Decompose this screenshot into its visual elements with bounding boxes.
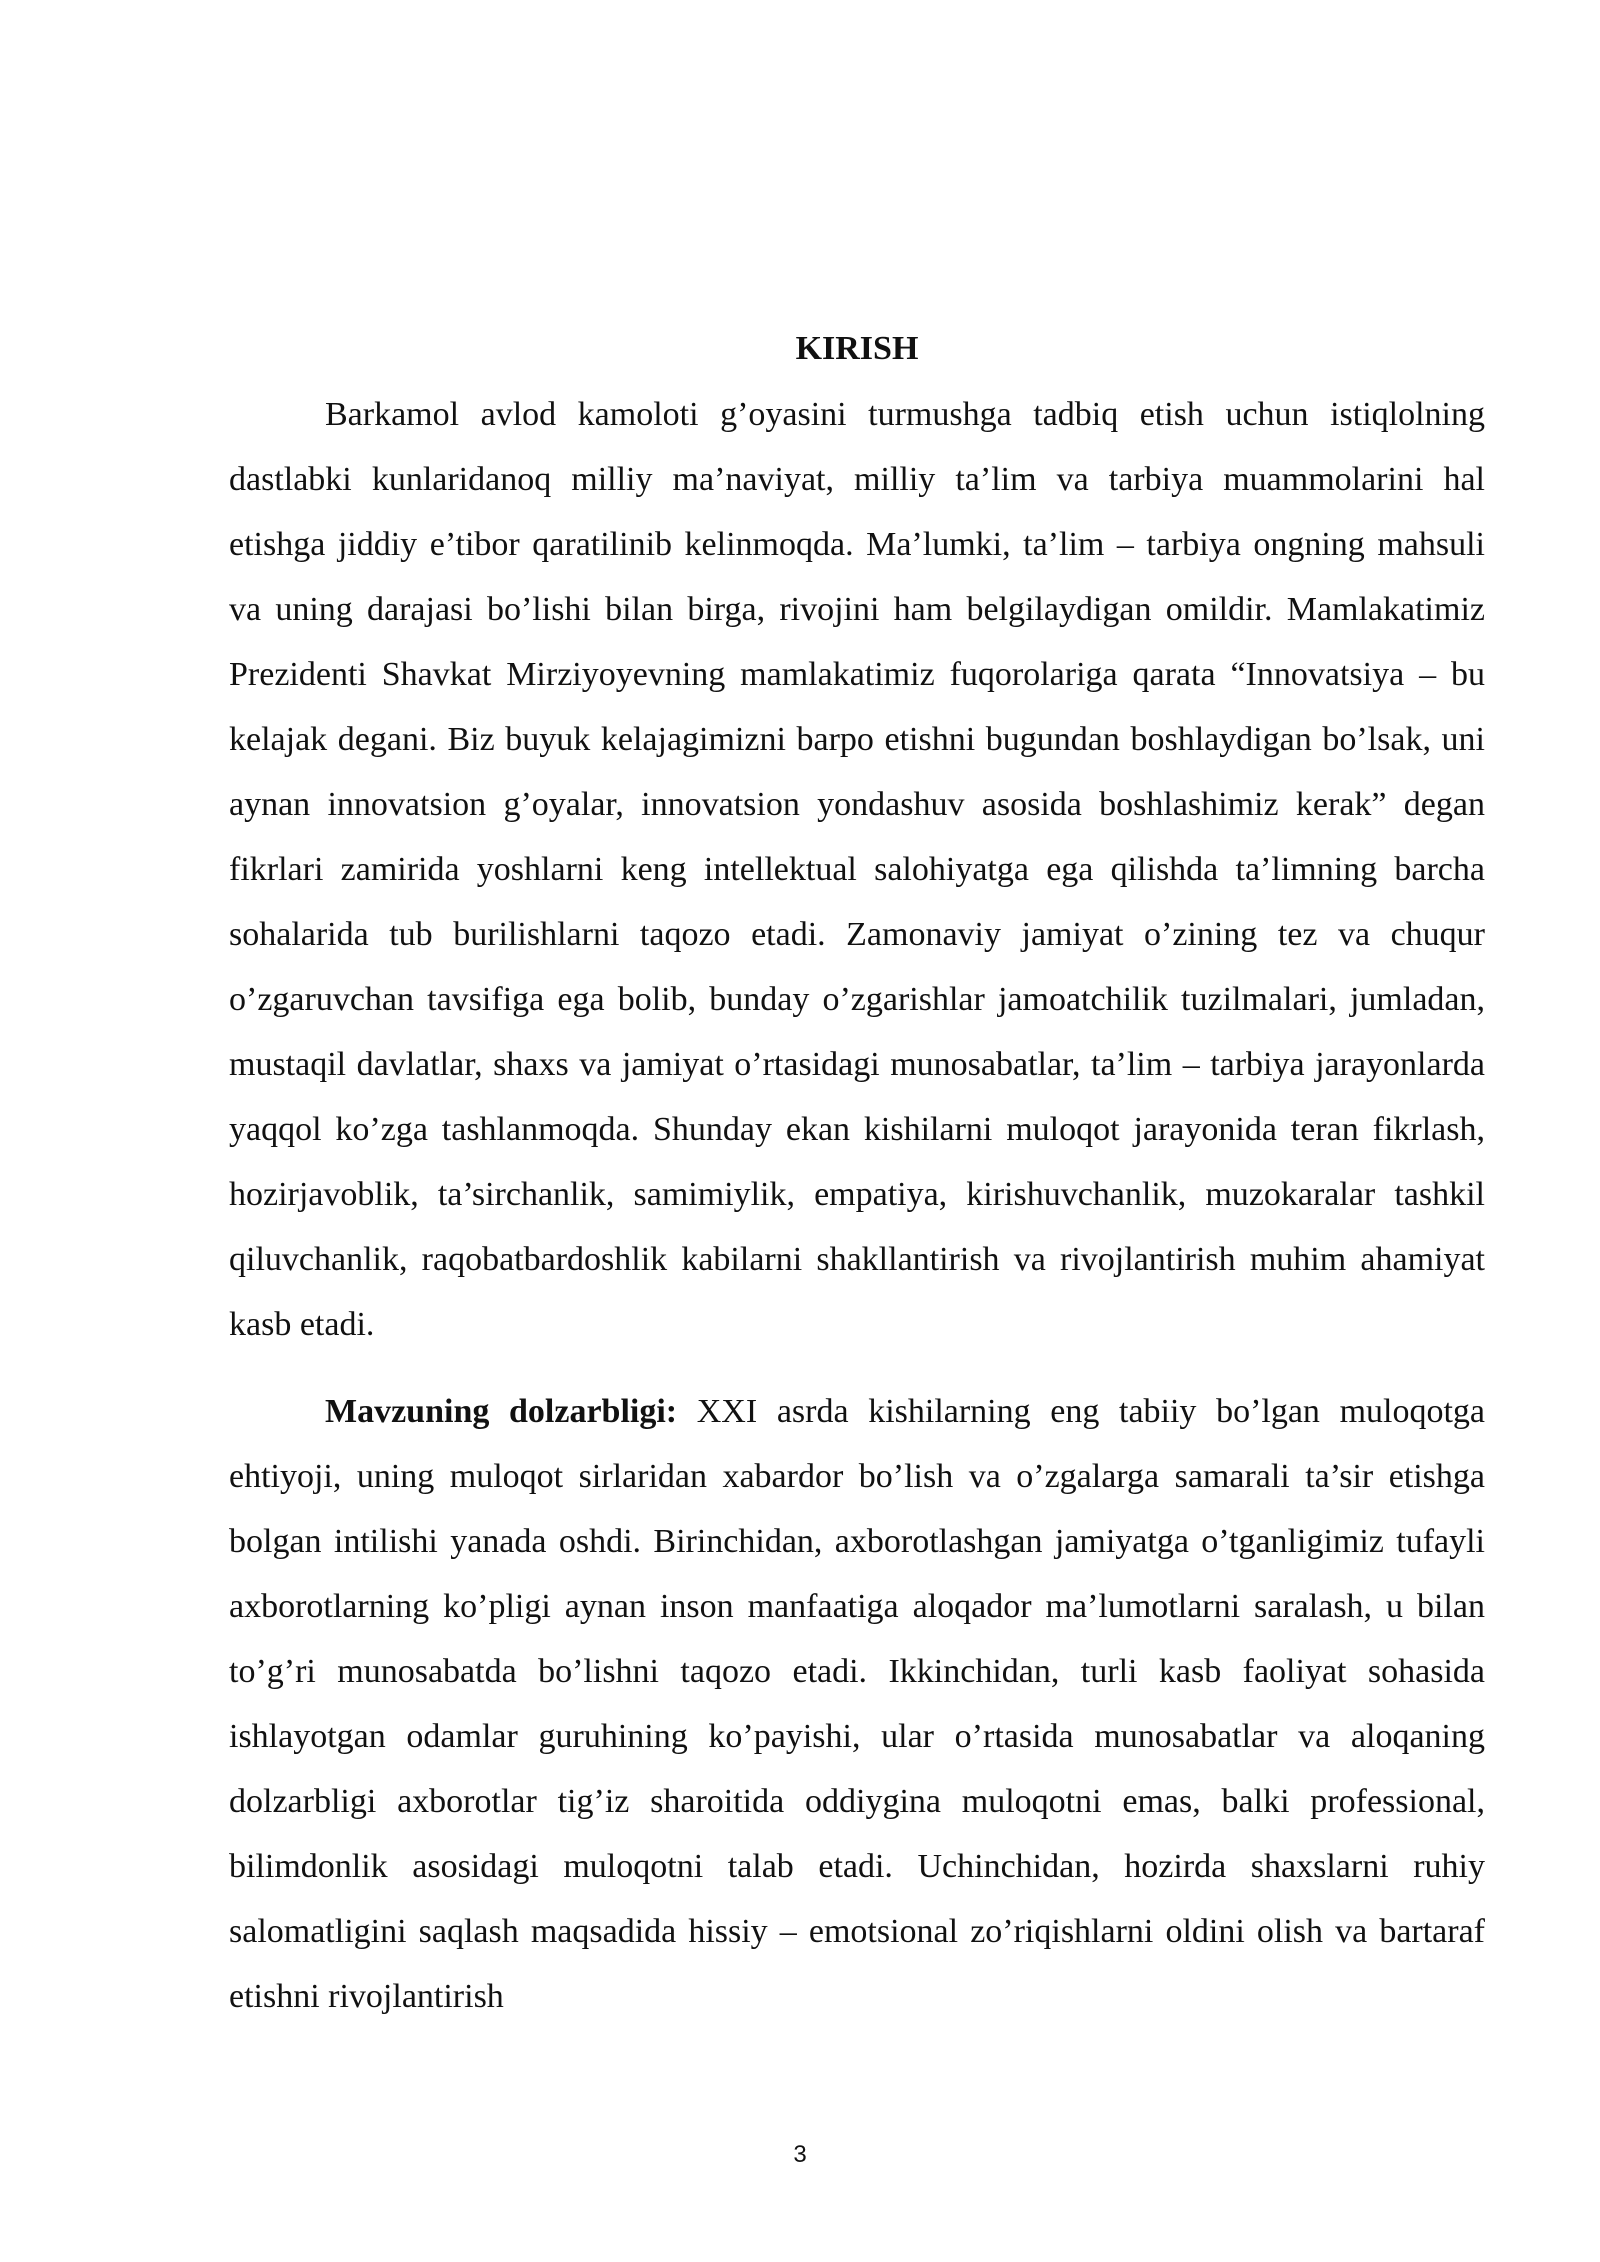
section-heading: KIRISH [795,330,919,367]
page-number: 3 [793,2141,807,2168]
relevance-lead: Mavzuning dolzarbligi: [325,1393,678,1430]
relevance-body: XXI asrda kishilarning eng tabiiy bo’lgan muloqotga ehtiyoji, uning muloqot sirlaridan xabardor bo’lish va o’zgalarga samarali ta’sir etishga bolgan intilishi yanada oshdi. Birinchidan, axborotlashgan jamiyatga o’tganligimiz tufayli axborotlarning ko’pligi aynan inson manfaatiga aloqador ma’lumotlarni saralash, u bilan to’g’ri munosabatda bo’lishni taqozo etadi. Ikkinchidan, turli kasb faoliyat sohasida ishlayotgan odamlar guruhining ko’payishi, ular o’rtasida munosabatlar va aloqaning dolzarbligi axborotlar tig’iz sharoitida oddiygina muloqotni emas, balki professional, bilimdonlik asosidagi muloqotni talab etadi. Uchinchidan, hozirda shaxslarni ruhiy salomatligini saqlash maqsadida hissiy – emotsional zo’riqishlarni oldini olish va bartaraf etishni rivojlantirish [229,1393,1485,2015]
intro-paragraph: Barkamol avlod kamoloti g’oyasini turmushga tadbiq etish uchun istiqlolning dastlabki kunlaridanoq milliy ma’naviyat, milliy ta’lim va tarbiya muammolarini hal etishga jiddiy e’tibor qaratilinib kelinmoqda. Ma’lumki, ta’lim – tarbiya ongning mahsuli va uning darajasi bo’lishi bilan birga, rivojini ham belgilaydigan omildir. Mamlakatimiz Prezidenti Shavkat Mirziyoyevning mamlakatimiz fuqorolariga qarata “Innovatsiya – bu kelajak degani. Biz buyuk kelajagimizni barpo etishni bugundan boshlaydigan bo’lsak, uni aynan innovatsion g’oyalar, innovatsion yondashuv asosida boshlashimiz kerak” degan fikrlari zamirida yoshlarni keng intellektual salohiyatga ega qilishda ta’limning barcha sohalarida tub burilishlarni taqozo etadi. Zamonaviy jamiyat o’zining tez va chuqur o’zgaruvchan tavsifiga ega bolib, bunday o’zgarishlar jamoatchilik tuzilmalari, jumladan, mustaqil davlatlar, shaxs va jamiyat o’rtasidagi munosabatlar, ta’lim – tarbiya jarayonlarda yaqqol ko’zga tashlanmoqda. Shunday ekan kishilarni muloqot jarayonida teran fikrlash, hozirjavoblik, ta’sirchanlik, samimiylik, empatiya, kirishuvchanlik, muzokaralar tashkil qiluvchanlik, raqobatbardoshlik kabilarni shakllantirish va rivojlantirish muhim ahamiyat kasb etadi. [229,396,1485,1343]
relevance-paragraph [229,1379,1485,2029]
document-body [229,322,1485,2029]
